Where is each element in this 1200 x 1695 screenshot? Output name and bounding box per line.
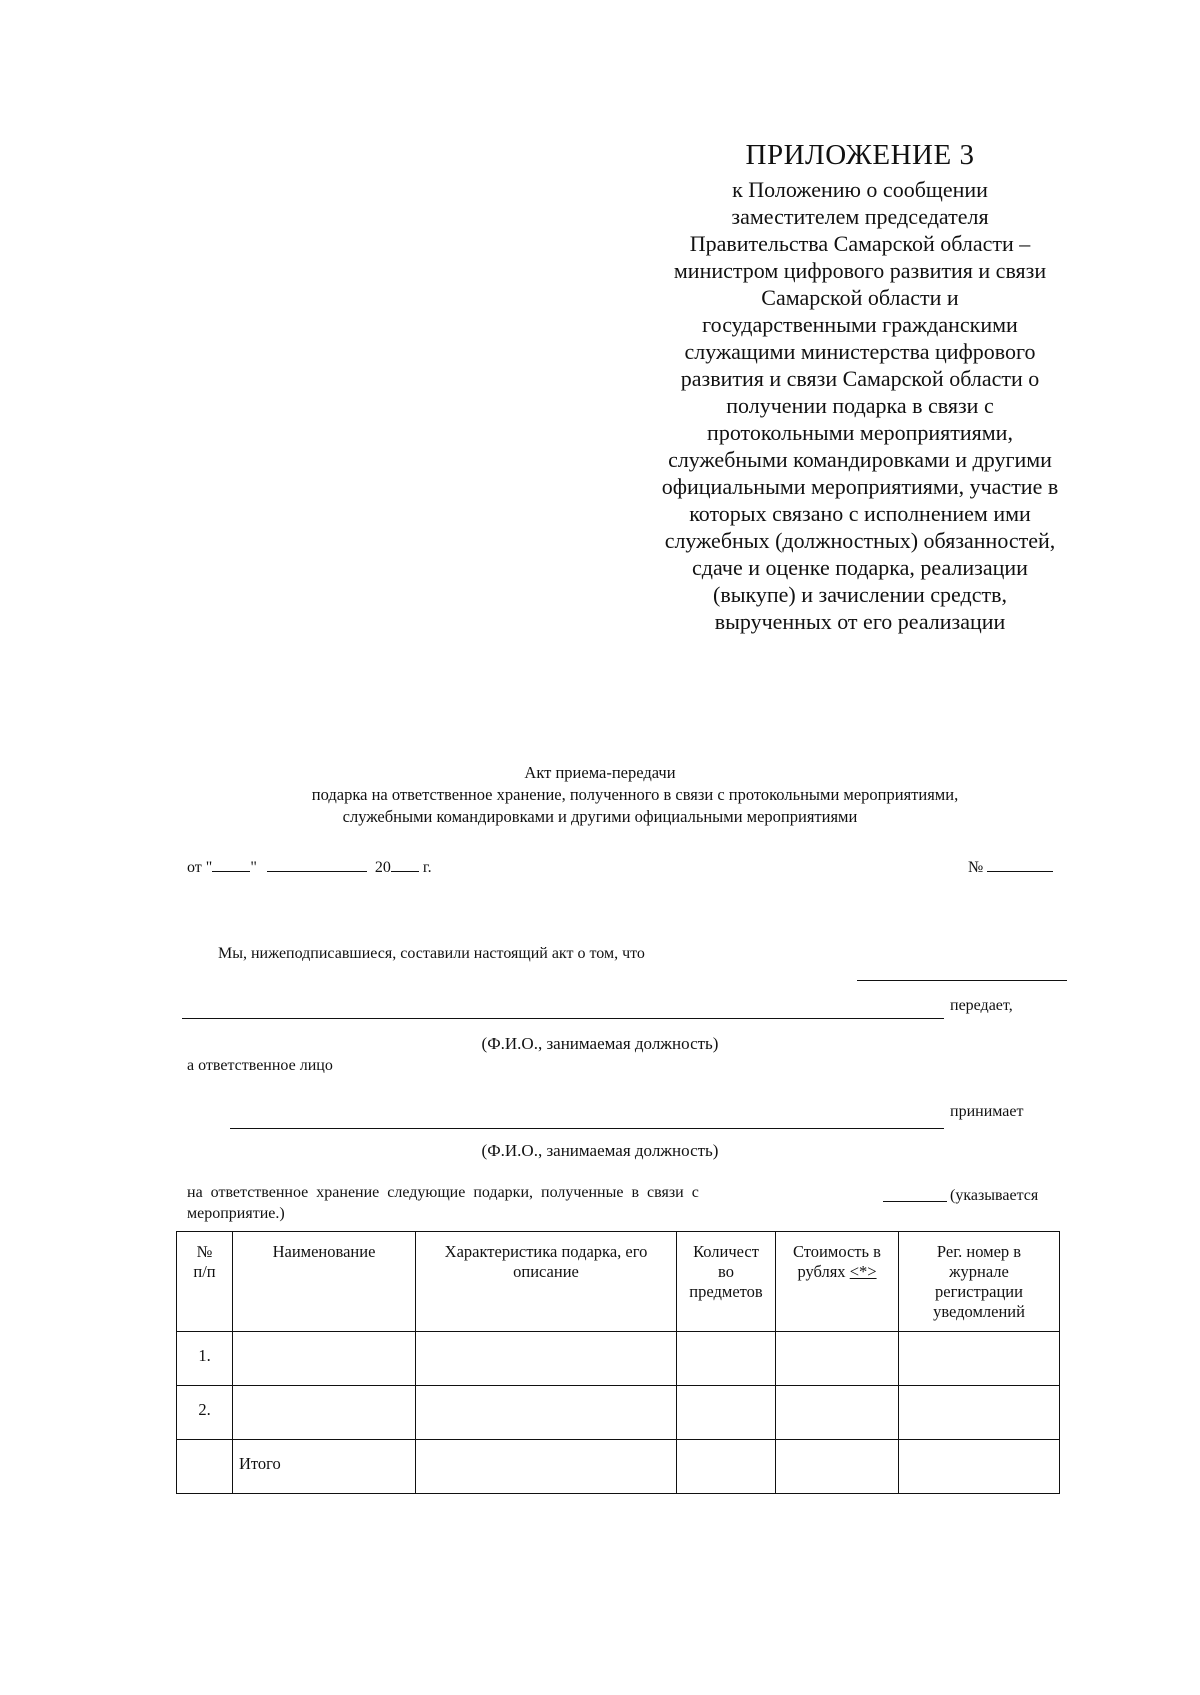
header-reg-line: уведомлений <box>933 1302 1025 1321</box>
date-from-label: от " <box>187 859 213 876</box>
appendix-line: министром цифрового развития и связи <box>673 258 1047 283</box>
cell-reg-number <box>899 1332 1060 1386</box>
cell-description <box>416 1332 677 1386</box>
header-quantity <box>677 1232 776 1332</box>
act-title: Акт приема-передачи <box>524 763 676 782</box>
appendix-line: к Положению о сообщении <box>732 177 988 202</box>
appendix-line: (выкупе) и зачислении средств, <box>713 582 1007 607</box>
giver-line-top <box>857 980 1067 981</box>
header-reg-line: Рег. номер в <box>936 1242 1022 1261</box>
table-total-row <box>177 1440 1060 1494</box>
cell-quantity <box>677 1332 776 1386</box>
event-blank <box>883 1201 947 1202</box>
appendix-line: протокольными мероприятиями, <box>707 420 1013 445</box>
cell-description <box>416 1386 677 1440</box>
appendix-title: ПРИЛОЖЕНИЕ 3 <box>745 139 975 171</box>
cell-quantity <box>677 1440 776 1494</box>
number-sign: № <box>968 859 984 876</box>
header-num-line: № <box>196 1242 213 1261</box>
appendix-line: вырученных от его реализации <box>714 609 1006 634</box>
table-row <box>177 1386 1060 1440</box>
row-number: 2. <box>177 1386 233 1440</box>
header-name-text: Наименование <box>272 1242 376 1261</box>
fio-caption: (Ф.И.О., занимаемая должность) <box>481 1141 719 1160</box>
act-subtitle-line: подарка на ответственное хранение, полученного в связи с протокольными мероприятиями, <box>311 785 959 804</box>
appendix-line: которых связано с исполнением ими <box>689 501 1031 526</box>
intro-text: Мы, нижеподписавшиеся, составили настоящий акт о том, что <box>218 945 645 962</box>
appendix-line: сдаче и оценке подарка, реализации <box>692 555 1028 580</box>
act-subtitle-line: служебными командировками и другими официальными мероприятиями <box>342 807 858 826</box>
header-cost-suffix: рублях <box>797 1262 850 1281</box>
header-num-line: п/п <box>193 1262 216 1281</box>
header-description-line: описание <box>513 1262 579 1281</box>
header-cost-line <box>776 1262 898 1282</box>
responsible-label: а ответственное лицо <box>187 1057 333 1074</box>
appendix-line: служебных (должностных) обязанностей, <box>664 528 1056 553</box>
cell-name <box>233 1386 416 1440</box>
cell-total-num <box>177 1440 233 1494</box>
number-blank <box>987 859 1053 872</box>
fio-caption: (Ф.И.О., занимаемая должность) <box>481 1034 719 1053</box>
header-reg-line: регистрации <box>935 1282 1023 1301</box>
cell-reg-number <box>899 1440 1060 1494</box>
table-header-row <box>177 1232 1060 1332</box>
appendix-line: заместителем председателя <box>731 204 989 229</box>
appendix-line: Правительства Самарской области – <box>689 231 1031 256</box>
appendix-line: государственными гражданскими <box>702 312 1018 337</box>
receiver-line <box>230 1128 944 1129</box>
accepts-label: принимает <box>950 1103 1024 1120</box>
header-quantity-line: во <box>718 1262 734 1281</box>
header-num <box>177 1232 233 1332</box>
date-quote: " <box>250 859 257 876</box>
header-quantity-line: Количест <box>693 1242 759 1261</box>
total-label: Итого <box>233 1440 416 1494</box>
day-blank <box>212 859 250 872</box>
giver-line <box>182 1018 944 1019</box>
cell-reg-number <box>899 1386 1060 1440</box>
cell-cost <box>776 1332 899 1386</box>
appendix-line: получении подарка в связи с <box>726 393 994 418</box>
row-number: 1. <box>177 1332 233 1386</box>
storage-text-line2: мероприятие.) <box>187 1205 285 1222</box>
cell-cost <box>776 1440 899 1494</box>
storage-hint: (указывается <box>950 1187 1039 1204</box>
storage-text: на ответственное хранение следующие подарки, полученные в связи с <box>187 1184 699 1201</box>
header-description <box>416 1232 677 1332</box>
year-suffix: г. <box>422 859 432 876</box>
header-cost <box>776 1232 899 1332</box>
year-blank <box>391 859 419 872</box>
header-name <box>233 1232 416 1332</box>
gifts-table <box>176 1231 1060 1494</box>
appendix-line: развития и связи Самарской области о <box>680 366 1040 391</box>
header-quantity-line: предметов <box>689 1282 763 1301</box>
header-description-line: Характеристика подарка, его <box>444 1242 648 1261</box>
header-reg-number <box>899 1232 1060 1332</box>
transfers-label: передает, <box>950 997 1013 1014</box>
appendix-line: служащими министерства цифрового <box>684 339 1036 364</box>
table-row <box>177 1332 1060 1386</box>
appendix-line: служебными командировками и другими <box>668 447 1052 472</box>
year-prefix: 20 <box>374 859 391 876</box>
date-line <box>187 858 432 878</box>
cell-quantity <box>677 1386 776 1440</box>
appendix-line: Самарской области и <box>761 285 959 310</box>
month-blank <box>267 859 367 872</box>
act-number <box>968 858 1053 878</box>
footnote-link[interactable]: <*> <box>849 1262 877 1281</box>
appendix-line: официальными мероприятиями, участие в <box>661 474 1059 499</box>
cell-name <box>233 1332 416 1386</box>
header-cost-line: Стоимость в <box>793 1242 881 1261</box>
cell-cost <box>776 1386 899 1440</box>
header-reg-line: журнале <box>949 1262 1009 1281</box>
cell-description <box>416 1440 677 1494</box>
